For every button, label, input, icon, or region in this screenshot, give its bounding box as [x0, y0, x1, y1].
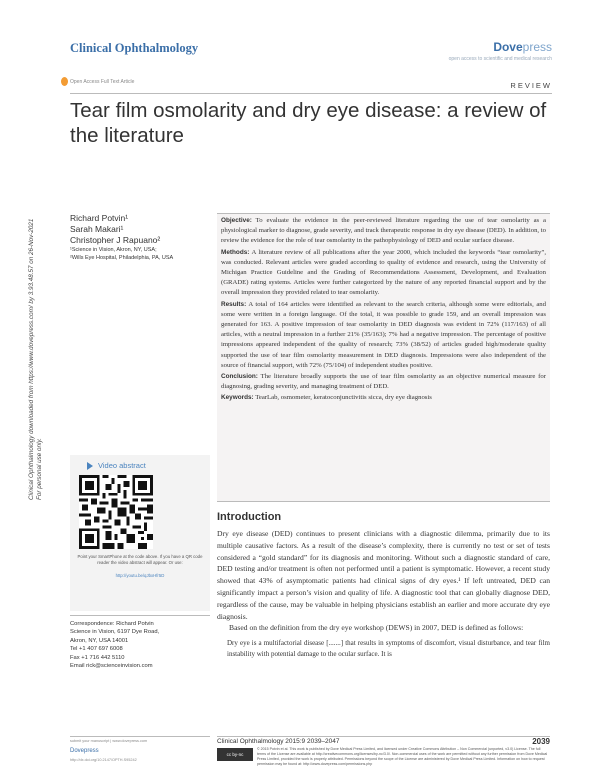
- page-number: 2039: [532, 737, 550, 746]
- correspondence-line: Fax +1 716 442 5110: [70, 654, 125, 661]
- objective-text: To evaluate the evidence in the peer-reviewed literature regarding the use of tear osmolarity as a physiological marker to diagnose, grade severity, and track therapeutic response in dry eye disease (DED). In addition, to review the evidence for the role of tear osmolarity in the pathophysiology of DED and ocular surface disease.: [221, 217, 546, 245]
- side-note-line2: For personal use only.: [36, 438, 43, 500]
- results-text: A total of 164 articles were identified as relevant to the search criteria, although some were editorials, and some were written in a foreign language. Of the total, it was possible to grade 159, and an overall impression was generated for 163. A positive impression of tear osmolarity in DED diagnosis was evident in 72% (117/163) of all articles, with a neutral impression in a further 21% (35/163); 7% had a negative impression. The percentage of positive impressions appeared independent of the quality of research; 73% (38/52) of articles graded high/moderate quality supported the use of tear film osmolarity measurement in DED diagnosis. Impressions were also independent of the source of financial support, with 72% (75/104) of independent studies positive.: [221, 300, 546, 369]
- methods-label: Methods:: [221, 248, 250, 256]
- conclusion-label: Conclusion:: [221, 373, 258, 381]
- footer-divider: [217, 736, 550, 737]
- keywords-label: Keywords:: [221, 394, 254, 402]
- header-divider: [70, 93, 552, 94]
- publisher-bold: Dove: [493, 40, 523, 54]
- author-name: Richard Potvin¹: [70, 213, 129, 223]
- cc-license-badge[interactable]: cc by-nc: [217, 748, 253, 761]
- objective-label: Objective:: [221, 217, 252, 224]
- publisher-logo[interactable]: [493, 40, 552, 54]
- affiliations: [70, 247, 210, 262]
- publisher-light: press: [522, 40, 552, 54]
- publisher-tagline: open access to scientific and medical research: [448, 56, 552, 62]
- doi-link[interactable]: http://dx.doi.org/10.2147/OPTH.S95242: [70, 758, 137, 762]
- citation-reference: Clinical Ophthalmology 2015:9 2039–2047: [217, 738, 340, 745]
- submit-link[interactable]: submit your manuscript | www.dovepress.com: [70, 739, 148, 743]
- correspondence-block: [70, 615, 210, 670]
- article-type: REVIEW: [510, 81, 552, 90]
- correspondence-email[interactable]: Email rick@scienceinvision.com: [70, 663, 153, 670]
- affiliation: ¹Science in Vision, Akron, NY, USA;: [70, 247, 157, 253]
- video-url-link[interactable]: http://youtu.be/qJbxHfr5D: [115, 573, 165, 578]
- correspondence-line: Science in Vision, 6197 Dye Road,: [70, 629, 160, 636]
- abstract-box: [217, 213, 550, 502]
- correspondence-line: Akron, NY, USA 14001: [70, 637, 129, 644]
- open-access-label: Open Access Full Text Article: [70, 79, 135, 85]
- side-note-line1: Clinical Ophthalmology downloaded from https://www.dovepress.com/ by 3.93.48.57 on 26-Nov-2021: [28, 218, 35, 500]
- methods-text: A literature review of all publications after the year 2000, which included the keywords “tear osmolarity”, was conducted. Relevant articles were graded according to quality of evidence and research, using the University of Michigan Practice Guideline and the Grading of Recommendations Assessment, Development, and Evaluation (GRADE) rating systems. Articles were further categorized by the nature of any reported financial support and by the overall impression they provided related to tear osmolarity.: [221, 248, 547, 297]
- open-access-icon: [61, 77, 68, 86]
- conclusion-text: The literature broadly supports the use of tear film osmolarity as an objective numerical measure for diagnosing, grading severity, and managing treatment of DED.: [221, 373, 546, 391]
- qr-code[interactable]: [79, 475, 153, 549]
- article-title: Tear film osmolarity and dry eye disease: a review of the literature: [70, 99, 547, 147]
- download-side-note: [8, 170, 43, 500]
- license-text: © 2015 Potvin et al. This work is published by Dove Medical Press Limited, and licensed under Creative Commons Attribution – Non Commercial (unported, v3.0) License. The full terms of the License are available at http://creativecommons.org/licenses/by-nc/3.0/. Non-commercial uses of the work are permitted without any further permission from Dove Medical Press Limited, provided the work is properly attributed. Permissions beyond the scope of the License are administered by Dove Medical Press Limited. Information on how to request permission may be found at: http://www.dovepress.com/permissions.php: [257, 747, 548, 766]
- video-abstract-link[interactable]: Video abstract: [98, 461, 146, 470]
- journal-name[interactable]: Clinical Ophthalmology: [70, 41, 199, 55]
- intro-paragraph: Based on the definition from the dry eye workshop (DEWS) in 2007, DED is defined as follows:: [229, 623, 524, 633]
- footer-publisher[interactable]: Dovepress: [70, 748, 99, 754]
- author-name: Christopher J Rapuano²: [70, 235, 161, 245]
- introduction-heading: Introduction: [217, 511, 282, 523]
- intro-paragraph: Dry eye disease (DED) continues to present clinicians with a diagnostic dilemma, primarily due to its multiple causative factors. As a result of the disease’s complexity, there is currently no test or set of tests considered a “gold standard” for its diagnosis and monitoring. Without such a diagnostic standard of care, DED testing and/or treatment is often not performed until a patient is symptomatic. However, a recent study showed that 43% of asymptomatic patients had clinical signs of dry eyes.¹ If left untreated, DED can significantly impact a person’s vision and quality of life. A diagnostic tool that can globally diagnose DED, regardless of the cause, may be valuable in helping physicians establish an earlier and more accurate dry eye diagnosis.: [217, 529, 550, 621]
- affiliation: ²Wills Eye Hospital, Philadelphia, PA, USA: [70, 254, 174, 261]
- video-instructions: Point your SmartPhone at the code above. If you have a QR code reader the video abstract will appear. Or use:: [77, 554, 203, 565]
- introduction-body: [217, 528, 550, 660]
- definition-quote: Dry eye is a multifactorial disease [.......] that results in symptoms of discomfort, visual disturbance, and tear film instability with potential damage to the ocular surface. It is: [227, 639, 550, 659]
- correspondence-line: Tel +1 407 697 6008: [70, 646, 123, 653]
- author-list: [70, 213, 160, 246]
- author-name: Sarah Makari¹: [70, 224, 124, 234]
- footer-left-divider: [70, 736, 210, 737]
- play-icon[interactable]: [87, 462, 93, 470]
- results-label: Results:: [221, 300, 247, 308]
- correspondence-line: Correspondence: Richard Potvin: [70, 621, 154, 627]
- keywords-text: TearLab, osmometer, keratoconjunctivitis sicca, dry eye diagnosis: [255, 394, 432, 402]
